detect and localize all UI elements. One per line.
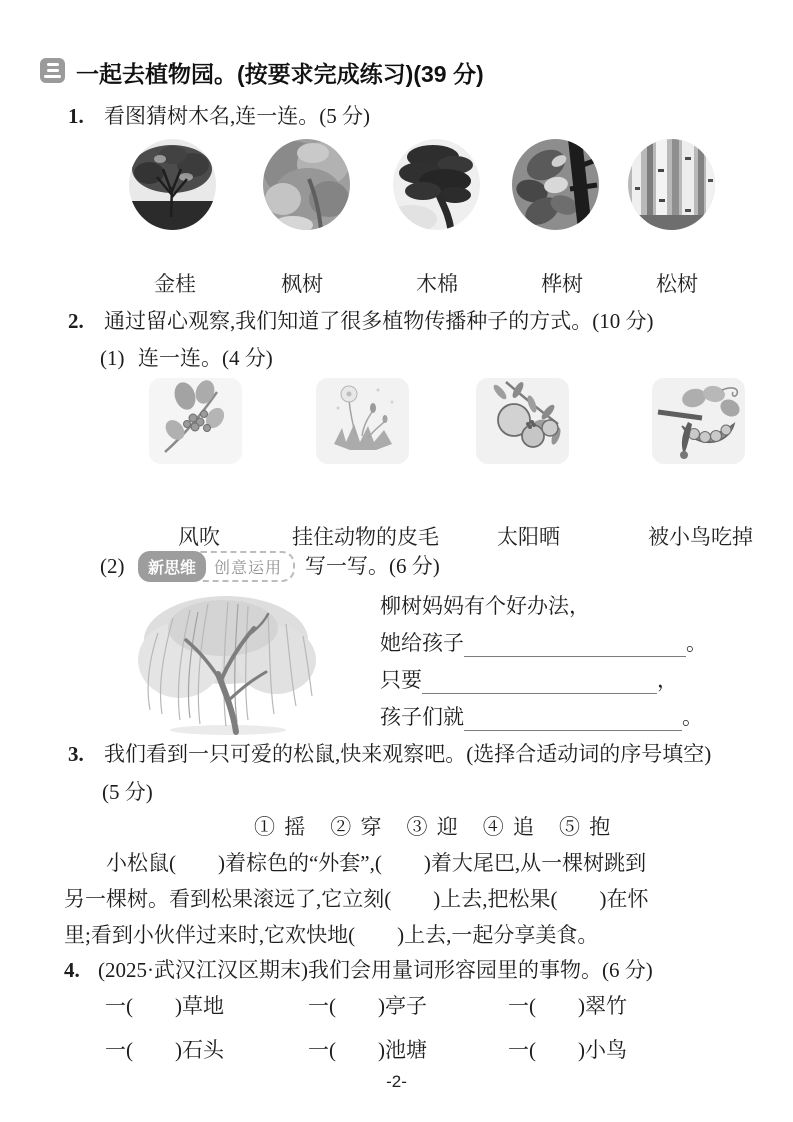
willow-line-2 <box>380 630 707 657</box>
willow-line-2-suffix: 。 <box>686 631 707 655</box>
question-4-line <box>64 957 653 984</box>
measure-word-item: 一( )翠竹 <box>508 994 627 1018</box>
willow-line-1: 柳树妈妈有个好办法， <box>380 594 590 618</box>
tree-photo-bushy <box>263 139 350 230</box>
tree-label: 松树 <box>656 272 698 296</box>
question-4-prompt: (2025·武汉江汉区期末)我们会用量词形容园里的事物。(6 分) <box>98 958 653 982</box>
part2-prompt: 写一写。(6 分) <box>305 553 440 578</box>
question-3-line <box>68 741 711 768</box>
question-1-line <box>68 103 370 130</box>
dispersal-label: 挂住动物的皮毛 <box>292 525 439 549</box>
verb-options: ① 摇 ② 穿 ③ 迎 ④ 追 ⑤ 抱 <box>254 815 613 839</box>
page-number: -2- <box>386 1072 407 1091</box>
plant-picture-pomegranate <box>476 378 569 464</box>
question-2-number: 2. <box>68 309 84 333</box>
plant-picture-pea-pods <box>652 378 745 464</box>
plant-picture-cocklebur <box>149 378 242 464</box>
question-2-line <box>68 308 653 335</box>
measure-word-row-1 <box>105 993 627 1020</box>
tree-photo-birch-forest <box>628 139 715 230</box>
willow-line-3-suffix: ， <box>657 668 678 692</box>
answer-blank <box>422 671 657 694</box>
tree-label: 木棉 <box>416 272 458 296</box>
measure-word-item: 一( )亭子 <box>308 994 427 1018</box>
answer-blank <box>464 634 686 657</box>
squirrel-paragraph-line-2: 另一棵树。看到松果滚远了,它立刻( )上去,把松果( )在怀 <box>64 887 649 911</box>
question-4-number: 4. <box>64 958 80 982</box>
part1-prompt: 连一连。(4 分) <box>138 346 273 370</box>
willow-line-2-prefix: 她给孩子 <box>380 631 464 655</box>
section-number-icon <box>40 58 65 83</box>
willow-line-3 <box>380 667 678 694</box>
measure-word-row-2 <box>105 1037 627 1064</box>
measure-word-item: 一( )草地 <box>105 994 224 1018</box>
squirrel-paragraph-line-1: 小松鼠( )着棕色的“外套”,( )着大尾巴,从一棵树跳到 <box>106 851 647 875</box>
dispersal-label: 太阳晒 <box>497 525 560 549</box>
part2-label: (2) <box>100 553 125 578</box>
willow-line-4-suffix: 。 <box>682 705 703 729</box>
dispersal-label: 被小鸟吃掉 <box>648 525 753 549</box>
answer-blank <box>464 708 682 731</box>
willow-line-3-prefix: 只要 <box>380 668 422 692</box>
section-title: 一起去植物园。(按要求完成练习)(39 分) <box>76 61 484 87</box>
question-3-number: 3. <box>68 742 84 766</box>
measure-word-item: 一( )小鸟 <box>508 1038 627 1062</box>
tree-label: 金桂 <box>154 272 196 296</box>
question-2-part1-line <box>100 345 273 372</box>
tree-label: 枫树 <box>281 272 323 296</box>
tree-label: 桦树 <box>541 272 583 296</box>
tree-photo-leaves <box>512 139 599 230</box>
squirrel-paragraph-line-3: 里;看到小伙伴过来时,它欢快地( )上去,一起分享美食。 <box>64 923 599 947</box>
question-3-score: (5 分) <box>102 780 153 804</box>
willow-line-4-prefix: 孩子们就 <box>380 705 464 729</box>
question-2-part2-line <box>100 551 440 582</box>
dispersal-label: 风吹 <box>178 525 220 549</box>
question-3-prompt: 我们看到一只可爱的松鼠,快来观察吧。(选择合适动词的序号填空) <box>104 742 712 766</box>
tree-photo-deciduous <box>129 139 216 230</box>
question-1-prompt: 看图猜树木名,连一连。(5 分) <box>104 104 370 128</box>
question-2-prompt: 通过留心观察,我们知道了很多植物传播种子的方式。(10 分) <box>104 309 654 333</box>
tree-photo-pine <box>393 139 480 230</box>
creative-use-badge: 创意运用 <box>197 551 295 582</box>
new-thinking-badge: 新思维 <box>138 551 206 582</box>
willow-tree-picture <box>128 588 333 736</box>
plant-picture-dandelion <box>316 378 409 464</box>
measure-word-item: 一( )池塘 <box>308 1038 427 1062</box>
question-1-number: 1. <box>68 104 84 128</box>
part1-label: (1) <box>100 346 125 370</box>
willow-line-4 <box>380 704 703 731</box>
measure-word-item: 一( )石头 <box>105 1038 224 1062</box>
